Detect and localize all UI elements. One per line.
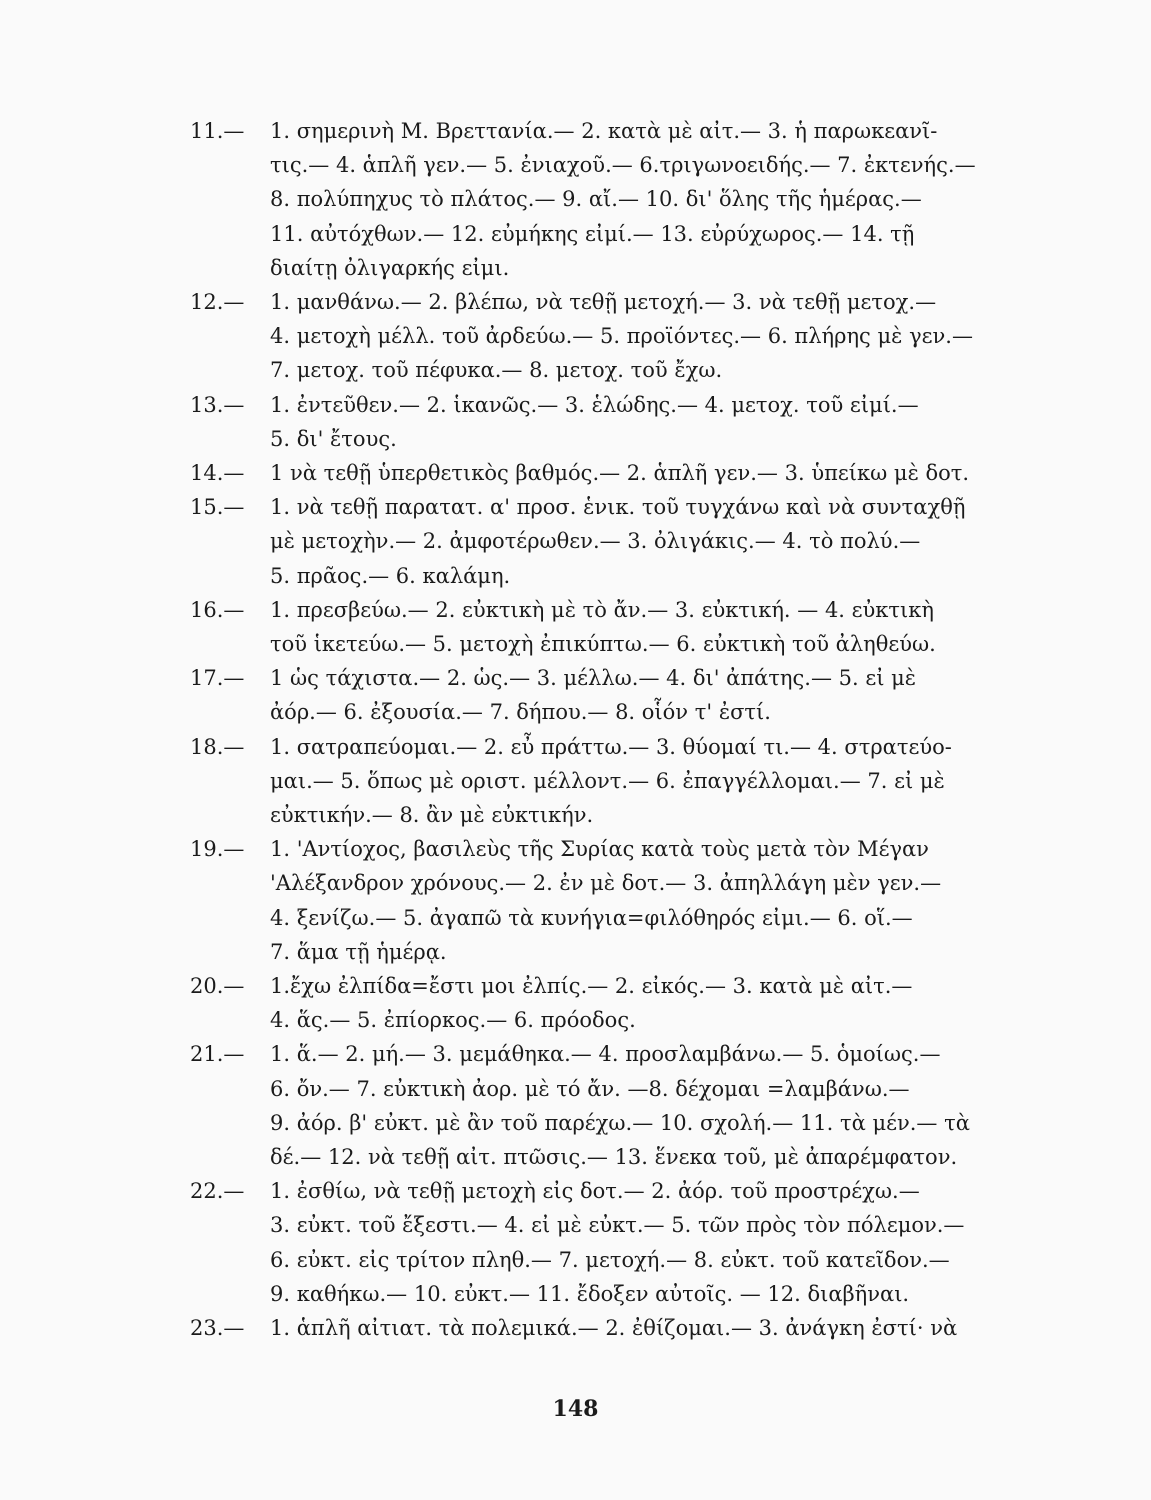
answer-entry — [190, 969, 1035, 1037]
entry-text — [270, 114, 1035, 285]
entry-line: 1. μανθάνω.— 2. βλέπω, νὰ τεθῇ μετοχή.— 3. νὰ τεθῇ μετοχ.— — [270, 290, 937, 314]
entry-line: 3. εὐκτ. τοῦ ἔξεστι.— 4. εἰ μὲ εὐκτ.— 5. τῶν πρὸς τὸν πόλεμον.— — [270, 1213, 965, 1238]
entry-number: 11.— — [190, 119, 245, 143]
answer-entry — [190, 1037, 1035, 1174]
entry-text — [270, 1037, 1035, 1174]
answer-entry — [190, 285, 1035, 388]
entry-text — [270, 456, 1035, 490]
answer-entry — [190, 1311, 1035, 1345]
answer-entry — [190, 456, 1035, 490]
entry-number: 20.— — [190, 974, 245, 998]
entry-line: ἀόρ.— 6. ἐξουσία.— 7. δήπου.— 8. οἷόν τ' ἐστί. — [270, 700, 771, 725]
entry-number: 17.— — [190, 666, 245, 691]
entry-line: δέ.— 12. νὰ τεθῇ αἰτ. πτῶσις.— 13. ἕνεκα τοῦ, μὲ ἀπαρέμφατον. — [270, 1145, 958, 1169]
entry-text — [270, 969, 1035, 1037]
entry-line: 1 νὰ τεθῇ ὑπερθετικὸς βαθμός.— 2. ἁπλῆ γεν.— 3. ὑπείκω μὲ δοτ. — [270, 461, 970, 485]
entry-line: 9. ἀόρ. β' εὐκτ. μὲ ἂν τοῦ παρέχω.— 10. σχολή.— 11. τὰ μέν.— τὰ — [270, 1110, 970, 1135]
entry-text — [270, 593, 1035, 661]
entry-text — [270, 730, 1035, 833]
entry-line: 1. σημερινὴ Μ. Βρεττανία.— 2. κατὰ μὲ αἰτ.— 3. ἡ παρωκεανῖ- — [270, 119, 938, 143]
entry-line: 1. νὰ τεθῇ παρατατ. α' προσ. ἑνικ. τοῦ τυγχάνω καὶ νὰ συνταχθῇ — [270, 495, 966, 520]
entry-number: 15.— — [190, 495, 245, 520]
entry-line: 6. ὄν.— 7. εὐκτικὴ ἀορ. μὲ τό ἄν. —8. δέχομαι =λαμβάνω.— — [270, 1076, 910, 1101]
entry-line: 4. ἅς.— 5. ἐπίορκος.— 6. πρόοδος. — [270, 1008, 636, 1033]
answer-entry — [190, 388, 1035, 456]
entry-line: μὲ μετοχὴν.— 2. ἀμφοτέρωθεν.— 3. ὀλιγάκις.— 4. τὸ πολύ.— — [270, 529, 921, 554]
answer-entry — [190, 1174, 1035, 1311]
entry-number: 13.— — [190, 392, 245, 417]
entry-line: 6. εὐκτ. εἰς τρίτον πληθ.— 7. μετοχή.— 8. εὐκτ. τοῦ κατεῖδον.— — [270, 1247, 950, 1272]
entry-number: 16.— — [190, 597, 245, 622]
entry-line: 4. ξενίζω.— 5. ἀγαπῶ τὰ κυνήγια=φιλόθηρός εἰμι.— 6. οἵ.— — [270, 905, 913, 930]
entry-line: 8. πολύπηχυς τὸ πλάτος.— 9. αἴ.— 10. δι' ὅλης τῆς ἡμέρας.— — [270, 187, 922, 212]
entry-number: 22.— — [190, 1179, 245, 1204]
answer-entry — [190, 832, 1035, 969]
answer-entry — [190, 593, 1035, 661]
entry-number: 14.— — [190, 461, 245, 485]
entry-text — [270, 490, 1035, 593]
entry-line: τις.— 4. ἁπλῆ γεν.— 5. ἐνιαχοῦ.— 6.τριγωνοειδής.— 7. ἐκτενής.— — [270, 153, 976, 178]
answer-entry — [190, 114, 1035, 285]
entry-line: 1. ἅ.— 2. μή.— 3. μεμάθηκα.— 4. προσλαμβάνω.— 5. ὁμοίως.— — [270, 1042, 941, 1067]
entry-text — [270, 285, 1035, 388]
entry-line: 5. πρᾶος.— 6. καλάμη. — [270, 563, 511, 588]
entry-text — [270, 1311, 1035, 1345]
entry-line: μαι.— 5. ὅπως μὲ οριστ. μέλλοντ.— 6. ἐπαγγέλλομαι.— 7. εἰ μὲ — [270, 768, 945, 793]
entry-line: εὐκτικήν.— 8. ἂν μὲ εὐκτικήν. — [270, 803, 594, 827]
entry-text — [270, 832, 1035, 969]
entry-line: 1. ἁπλῆ αἰτιατ. τὰ πολεμικά.— 2. ἐθίζομαι.— 3. ἀνάγκη ἐστί· νὰ — [270, 1316, 958, 1340]
entry-line: 7. μετοχ. τοῦ πέφυκα.— 8. μετοχ. τοῦ ἔχω. — [270, 358, 723, 383]
answer-entry — [190, 730, 1035, 833]
entry-line: 1. σατραπεύομαι.— 2. εὖ πράττω.— 3. θύομαί τι.— 4. στρατεύο- — [270, 734, 952, 759]
answer-entry — [190, 490, 1035, 593]
entry-text — [270, 661, 1035, 729]
entry-line: 1. ἐσθίω, νὰ τεθῇ μετοχὴ εἰς δοτ.— 2. ἀόρ. τοῦ προστρέχω.— — [270, 1179, 920, 1204]
page-number: 148 — [552, 1396, 599, 1422]
entry-number: 12.— — [190, 290, 245, 314]
entry-line: 4. μετοχὴ μέλλ. τοῦ ἀρδεύω.— 5. προϊόντες.— 6. πλήρης μὲ γεν.— — [270, 324, 973, 349]
entry-number: 23.— — [190, 1316, 245, 1340]
entry-text — [270, 1174, 1035, 1311]
entry-text — [270, 388, 1035, 456]
entry-number: 18.— — [190, 734, 245, 759]
entry-line: 11. αὐτόχθων.— 12. εὐμήκης εἰμί.— 13. εὐρύχωρος.— 14. τῇ — [270, 221, 915, 246]
entry-line: 1.ἔχω ἐλπίδα=ἔστι μοι ἐλπίς.— 2. εἰκός.— 3. κατὰ μὲ αἰτ.— — [270, 974, 913, 998]
entry-line: 1. πρεσβεύω.— 2. εὐκτικὴ μὲ τὸ ἄν.— 3. εὐκτική. — 4. εὐκτικὴ — [270, 597, 934, 622]
entry-number: 21.— — [190, 1042, 245, 1067]
entry-line: 1. ἐντεῦθεν.— 2. ἱκανῶς.— 3. ἑλώδης.— 4. μετοχ. τοῦ εἰμί.— — [270, 392, 919, 417]
entry-line: 1. 'Αντίοχος, βασιλεὺς τῆς Συρίας κατὰ τοὺς μετὰ τὸν Μέγαν — [270, 837, 929, 862]
entry-line: 7. ἅμα τῇ ἡμέρᾳ. — [270, 939, 447, 964]
entry-number: 19.— — [190, 837, 245, 862]
entry-line: 1 ὡς τάχιστα.— 2. ὡς.— 3. μέλλω.— 4. δι' ἀπάτης.— 5. εἰ μὲ — [270, 666, 917, 691]
answer-entry — [190, 661, 1035, 729]
entry-line: 'Αλέξανδρον χρόνους.— 2. ἐν μὲ δοτ.— 3. ἀπηλλάγη μὲν γεν.— — [270, 871, 942, 896]
entry-line: 5. δι' ἔτους. — [270, 426, 397, 451]
entry-line: τοῦ ἱκετεύω.— 5. μετοχὴ ἐπικύπτω.— 6. εὐκτικὴ τοῦ ἀληθεύω. — [270, 632, 936, 656]
entry-line: 9. καθήκω.— 10. εὐκτ.— 11. ἔδοξεν αὐτοῖς. — 12. διαβῆναι. — [270, 1281, 910, 1306]
entry-line: διαίτῃ ὀλιγαρκής εἰμι. — [270, 255, 510, 280]
